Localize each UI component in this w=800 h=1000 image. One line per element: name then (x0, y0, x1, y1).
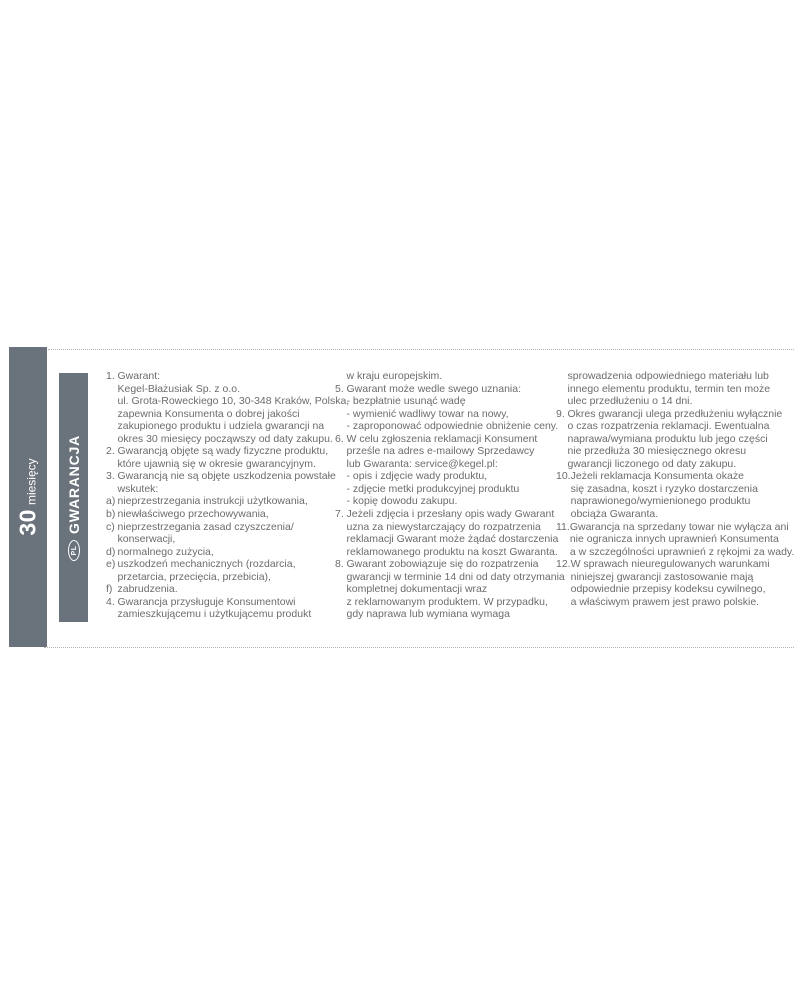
term-text (568, 408, 791, 471)
term-line: uszkodzeń mechanicznych (rozdarcia, (117, 558, 296, 571)
term-line: W celu zgłoszenia reklamacji Konsument (346, 432, 538, 445)
term-text (347, 383, 559, 433)
warranty-bar (59, 373, 88, 622)
term-line: nieprzestrzegania instrukcji użytkowania, (117, 495, 308, 508)
term-line: Gwarancja na sprzedany towar nie wyłącza ani (569, 520, 789, 533)
term-line: okres 30 miesięcy począwszy od daty zakupu. (117, 432, 333, 445)
term-line: Gwarancją objęte są wady fizyczne produktu, (117, 445, 329, 458)
term-item (106, 470, 335, 495)
term-text (118, 508, 336, 521)
term-line: w kraju europejskim. (346, 370, 443, 382)
term-line: niewłaściwego przechowywania, (117, 508, 269, 521)
term-marker: b) (106, 508, 116, 521)
term-line: konserwacji, (117, 533, 176, 546)
term-marker: 10. (556, 470, 571, 483)
term-marker: 11. (556, 520, 570, 533)
term-marker: 3. (106, 470, 115, 483)
term-line: reklamacji Gwarant może żądać dostarczenia (346, 533, 559, 546)
term-line: nieprzestrzegania zasad czyszczenia/ (117, 520, 294, 533)
term-item (106, 370, 350, 445)
term-line: o czas rozpatrzenia reklamacji. Ewentualna (567, 420, 770, 433)
term-line: Gwarancja przysługuje Konsumentowi (117, 595, 296, 608)
term-line: gwarancji w terminie 14 dni od daty otrzymania (346, 570, 565, 583)
term-line: odpowiednie przepisy kodeksu cywilnego, (570, 583, 766, 596)
term-item (106, 495, 335, 508)
term-text (118, 558, 336, 583)
term-item (106, 508, 335, 521)
term-line: gdy naprawa lub wymiana wymaga (346, 608, 510, 621)
duration-unit: miesięcy (24, 458, 39, 506)
term-line: zapewnia Konsumenta o dobrej jakości (117, 407, 300, 420)
term-text (118, 470, 336, 495)
term-line: - bezpłatnie usunąć wadę (346, 395, 466, 408)
term-line: nie przedłuża 30 miesięcznego okresu (567, 445, 747, 458)
term-line: Gwarant może wedle swego uznania: (346, 382, 522, 395)
term-marker: 8. (335, 558, 344, 571)
term-marker (556, 370, 568, 408)
term-text (347, 433, 557, 508)
term-line: Gwarancją nie są objęte uszkodzenia powstałe (117, 470, 336, 483)
term-item (335, 370, 556, 383)
term-line: naprawa/wymiana produktu lub jego części (567, 432, 768, 445)
term-line: niniejszej gwarancji zastosowanie mają (570, 570, 754, 583)
warranty-label (66, 435, 82, 561)
term-line: naprawionego/wymienionego produktu (570, 495, 751, 508)
term-line: sprowadzenia odpowiedniego materiału lub (567, 370, 769, 382)
term-marker: d) (106, 545, 116, 558)
term-marker: 7. (335, 508, 344, 521)
term-item (556, 408, 790, 471)
term-line: zakupionego produktu i udziela gwarancji na (117, 420, 325, 433)
term-line: prześle na adres e-mailowy Sprzedawcy (346, 445, 535, 458)
term-line: - opis i zdjęcie wady produktu, (346, 470, 488, 483)
terms-column-1 (106, 370, 350, 621)
term-line: - wymienić wadliwy towar na nowy, (346, 407, 509, 420)
term-line: przetarcia, przecięcia, przebicia), (117, 570, 271, 583)
term-item (106, 596, 335, 621)
term-line: Gwarant zobowiązuje się do rozpatrzenia (346, 558, 539, 571)
term-item (335, 433, 556, 508)
term-marker (335, 370, 347, 383)
term-line: a właściwym prawem jest prawo polskie. (570, 595, 760, 608)
term-text (571, 470, 790, 520)
term-item (106, 546, 335, 559)
term-marker: c) (106, 520, 115, 533)
term-item (106, 583, 335, 596)
term-marker: 9. (556, 407, 565, 420)
term-line: gwarancji liczonego od daty zakupu. (567, 457, 737, 470)
term-line: wskutek: (117, 482, 159, 495)
term-line: Okres gwarancji ulega przedłużeniu wyłącznie (567, 407, 783, 420)
term-line: innego elementu produktu, termin ten może (567, 382, 771, 395)
duration-value: 30 (14, 509, 41, 536)
term-line: W sprawach nieuregulowanych warunkami (570, 558, 770, 571)
term-marker: f) (106, 583, 113, 596)
term-item (556, 520, 795, 559)
term-text (118, 445, 336, 470)
term-line: - zdjęcie metki produkcyjnej produktu (346, 482, 520, 495)
term-line: Jeżeli reklamacja Konsumenta okaże (570, 470, 744, 483)
term-text (118, 596, 336, 621)
term-item (335, 382, 559, 433)
term-text (571, 558, 790, 608)
term-item (556, 558, 790, 608)
term-line: kompletnej dokumentacji wraz (346, 583, 488, 596)
term-item (106, 521, 335, 546)
term-text (347, 558, 565, 621)
term-line: które ujawnią się w okresie gwarancyjnym. (117, 457, 316, 470)
term-line: Jeżeli zdjęcia i przesłany opis wady Gwarant (346, 508, 555, 521)
term-marker: 12. (556, 558, 571, 571)
term-text (118, 495, 336, 508)
term-marker: 2. (106, 445, 115, 458)
term-marker: 5. (335, 382, 344, 395)
term-line: - zaproponować odpowiednie obniżenie ceny. (346, 420, 559, 433)
term-line: Kegel-Błażusiak Sp. z o.o. (117, 382, 241, 395)
term-line: ul. Grota-Roweckiego 10, 30-348 Kraków, Polska, (117, 395, 350, 408)
term-marker: a) (106, 495, 116, 508)
term-item (106, 445, 335, 470)
term-line: z reklamowanym produktem. W przypadku, (346, 595, 548, 608)
pl-oval-badge (68, 539, 80, 560)
term-text (570, 521, 794, 559)
term-line: nie ogranicza innych uprawnień Konsumenta (569, 533, 779, 546)
duration-label (15, 458, 42, 535)
term-text (118, 546, 336, 559)
term-text (118, 370, 350, 445)
term-line: zabrudzenia. (117, 583, 178, 596)
cut-line-bottom (44, 647, 794, 648)
cut-line-top (48, 349, 794, 350)
term-item (556, 370, 790, 408)
terms-column-3 (556, 370, 795, 621)
pl-badge-text: PL (70, 545, 77, 555)
term-line: - kopię dowodu zakupu. (346, 495, 458, 508)
term-item (556, 470, 790, 520)
term-line: a w szczególności uprawnień z rękojmi za wady. (569, 545, 795, 558)
warranty-title: GWARANCJA (65, 434, 82, 534)
term-line: zamieszkującemu i użytkującemu produkt (117, 608, 312, 621)
term-line: uzna za niewystarczający do rozpatrzenia (346, 520, 541, 533)
term-line: obciąża Gwaranta. (570, 508, 659, 521)
term-line: Gwarant: (117, 370, 161, 382)
warranty-card (0, 347, 800, 648)
term-marker: e) (106, 558, 116, 571)
term-line: normalnego zużycia, (117, 545, 214, 558)
term-text (347, 370, 557, 383)
duration-bar (9, 347, 47, 647)
term-text (118, 521, 336, 546)
term-marker: 1. (106, 370, 115, 382)
term-text (568, 370, 791, 408)
term-line: się zasadna, koszt i ryzyko dostarczenia (570, 482, 758, 495)
term-line: reklamowanego produktu na koszt Gwaranta. (346, 545, 558, 558)
term-text (118, 583, 336, 596)
term-line: ulec przedłużeniu o 14 dni. (567, 395, 693, 408)
term-marker: 4. (106, 595, 115, 608)
warranty-terms (106, 370, 795, 621)
term-marker: 6. (335, 432, 344, 445)
term-item (335, 508, 559, 558)
term-item (106, 558, 335, 583)
term-line: lub Gwaranta: service@kegel.pl: (346, 457, 498, 470)
term-text (347, 508, 559, 558)
